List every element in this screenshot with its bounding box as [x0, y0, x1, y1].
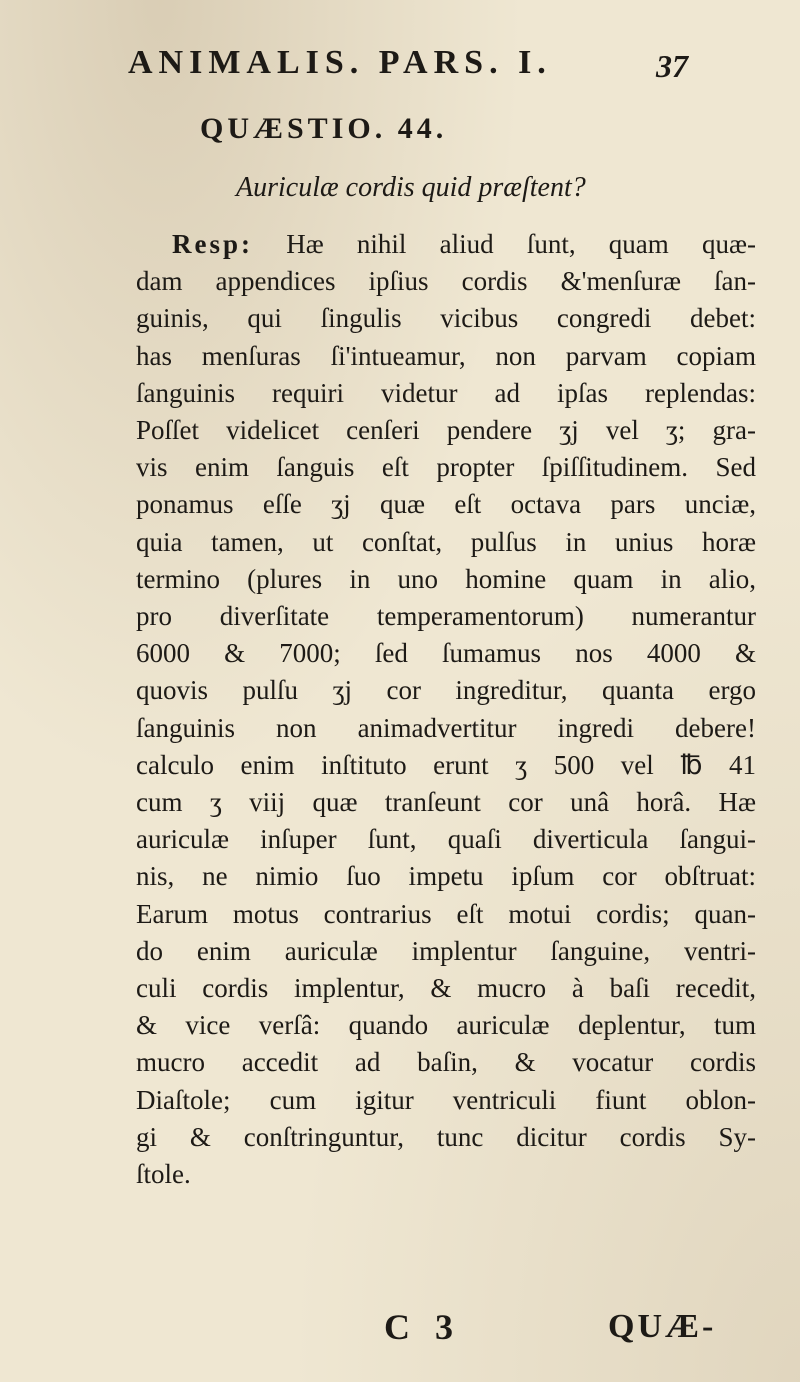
body-line: ſanguinis requiri videtur ad ipſas replendas:: [136, 377, 756, 408]
question-title: QUÆSTIO. 44.: [200, 112, 448, 145]
body-line: ſanguinis non animadvertitur ingredi debere!: [136, 712, 756, 743]
body-line: guinis, qui ſingulis vicibus congredi debet:: [136, 303, 756, 334]
body-line: termino (plures in uno homine quam in alio,: [136, 563, 756, 594]
body-line: quovis pulſu ʒj cor ingreditur, quanta ergo: [136, 675, 756, 706]
body-line: pro diverſitate temperamentorum) numerantur: [136, 601, 756, 632]
body-line: do enim auriculæ implentur ſanguine, ventri-: [136, 935, 756, 966]
resp-label: Resp:: [172, 229, 253, 259]
body-line: dam appendices ipſius cordis &'menſuræ ſan-: [136, 266, 756, 297]
body-line: & vice verſâ: quando auriculæ deplentur, tum: [136, 1010, 756, 1041]
body-line: vis enim ſanguis eſt propter ſpiſſitudinem. Sed: [136, 452, 756, 483]
body-line: Earum motus contrarius eſt motui cordis; quan-: [136, 898, 756, 929]
body-line-last: ſtole.: [136, 1159, 191, 1190]
body-line: calculo enim inſtituto erunt ʒ 500 vel ℔ 41: [136, 749, 756, 780]
running-head: ANIMALIS. PARS. I.: [128, 44, 552, 81]
body-line: mucro accedit ad baſin, & vocatur cordis: [136, 1047, 756, 1078]
page-header: [128, 44, 688, 88]
answer-text: [136, 226, 756, 1193]
body-line: Diaſtole; cum igitur ventriculi fiunt oblon-: [136, 1084, 756, 1115]
body-line: nis, ne nimio ſuo impetu ipſum cor obſtruat:: [136, 861, 756, 892]
page-footer: [0, 1306, 800, 1356]
body-line: has menſuras ſi'intueamur, non parvam copiam: [136, 340, 756, 371]
page-number: 37: [656, 48, 688, 84]
catchword: QUÆ-: [608, 1308, 717, 1345]
body-line: Poſſet videlicet cenſeri pendere ʒj vel ʒ; gra-: [136, 415, 756, 446]
body-line: ponamus eſſe ʒj quæ eſt octava pars unciæ,: [136, 489, 756, 520]
body-line-first: [136, 226, 756, 263]
body-line: auriculæ inſuper ſunt, quaſi diverticula ſangui-: [136, 824, 756, 855]
body-line: 6000 & 7000; ſed ſumamus nos 4000 &: [136, 638, 756, 669]
body-line: gi & conſtringuntur, tunc dicitur cordis Sy-: [136, 1121, 756, 1152]
signature-mark: C 3: [384, 1307, 461, 1347]
body-line-text: Hæ nihil aliud ſunt, quam quæ-: [286, 229, 756, 259]
body-line: quia tamen, ut conſtat, pulſus in unius horæ: [136, 526, 756, 557]
body-line: culi cordis implentur, & mucro à baſi recedit,: [136, 973, 756, 1004]
question-subtitle: Auriculæ cordis quid præſtent?: [236, 172, 586, 203]
body-line: cum ʒ viij quæ tranſeunt cor unâ horâ. Hæ: [136, 787, 756, 818]
